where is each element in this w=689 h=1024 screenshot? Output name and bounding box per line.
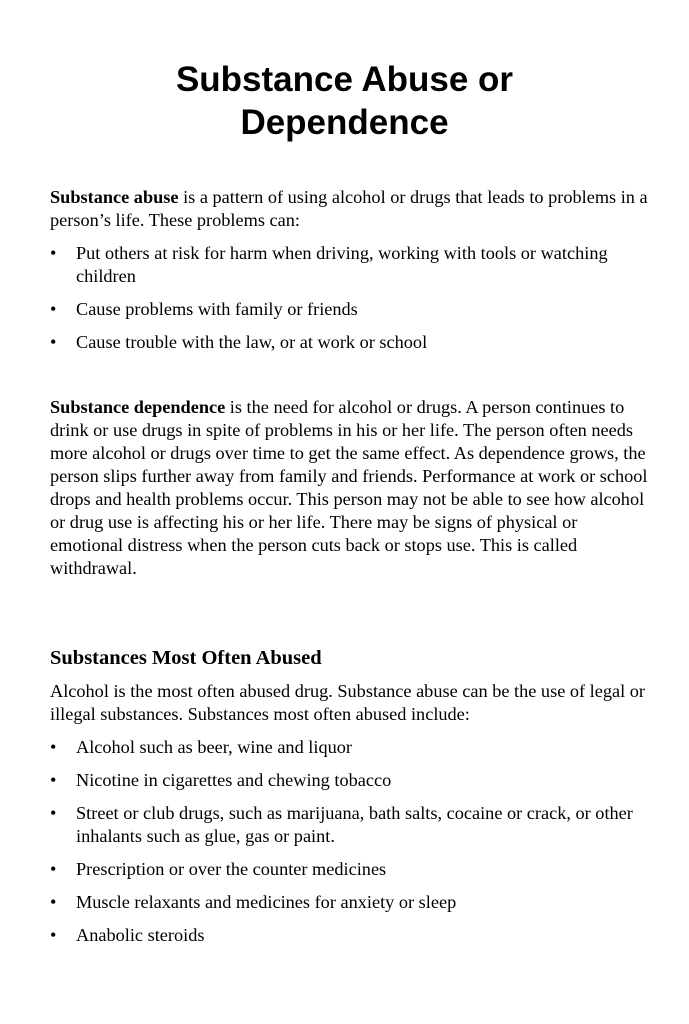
abuse-text: is a pattern of using alcohol or drugs that leads to problems in a person’s life. These problems can: xyxy=(50,187,648,230)
abuse-problems-list xyxy=(50,242,650,364)
bullet-icon: • xyxy=(50,925,57,945)
dependence-definition xyxy=(50,396,650,580)
bullet-icon: • xyxy=(50,859,57,879)
list-item-text: Anabolic steroids xyxy=(76,925,205,945)
bullet-icon: • xyxy=(50,892,57,912)
list-item-text: Muscle relaxants and medicines for anxiety or sleep xyxy=(76,892,457,912)
abused-substances-list xyxy=(50,736,650,957)
list-item xyxy=(50,891,650,914)
abused-intro: Alcohol is the most often abused drug. Substance abuse can be the use of legal or illegal substances. Substances most often abused include: xyxy=(50,681,645,724)
bullet-icon: • xyxy=(50,243,57,263)
bullet-icon: • xyxy=(50,299,57,319)
bullet-icon: • xyxy=(50,770,57,790)
abuse-definition xyxy=(50,186,650,232)
bullet-icon: • xyxy=(50,803,57,823)
abuse-term: Substance abuse xyxy=(50,187,179,207)
list-item xyxy=(50,298,650,321)
page-title xyxy=(0,58,689,144)
list-item xyxy=(50,331,650,354)
list-item xyxy=(50,858,650,881)
list-item-text: Alcohol such as beer, wine and liquor xyxy=(76,737,352,757)
title-line-1: Substance Abuse or xyxy=(175,60,514,99)
list-item-text: Nicotine in cigarettes and chewing tobacco xyxy=(76,770,392,790)
list-item xyxy=(50,736,650,759)
bullet-icon: • xyxy=(50,332,57,352)
list-item-text: Prescription or over the counter medicines xyxy=(76,859,387,879)
dependence-text: is the need for alcohol or drugs. A person continues to drink or use drugs in spite of problems in his or her life. The person often needs more alcohol or drugs over time to get the same effect. As dependence grows, the person slips further away from family and friends. Performance at work or school drops and health problems occur. This person may not be able to see how alcohol or drug use is affecting his or her life. There may be signs of physical or emotional distress when the person cuts back or stops use. This is called withdrawal. xyxy=(50,397,648,578)
list-item-text: Cause trouble with the law, or at work or school xyxy=(76,332,428,352)
section-heading: Substances Most Often Abused xyxy=(50,647,322,669)
bullet-icon: • xyxy=(50,737,57,757)
list-item xyxy=(50,924,650,947)
title-line-2: Dependence xyxy=(240,103,449,142)
list-item xyxy=(50,242,650,288)
list-item-text: Cause problems with family or friends xyxy=(76,299,358,319)
list-item xyxy=(50,802,650,848)
dependence-term: Substance dependence xyxy=(50,397,226,417)
list-item-text: Put others at risk for harm when driving, working with tools or watching children xyxy=(76,243,608,286)
list-item-text: Street or club drugs, such as marijuana, bath salts, cocaine or crack, or other inhalants such as glue, gas or paint. xyxy=(76,803,633,846)
list-item xyxy=(50,769,650,792)
